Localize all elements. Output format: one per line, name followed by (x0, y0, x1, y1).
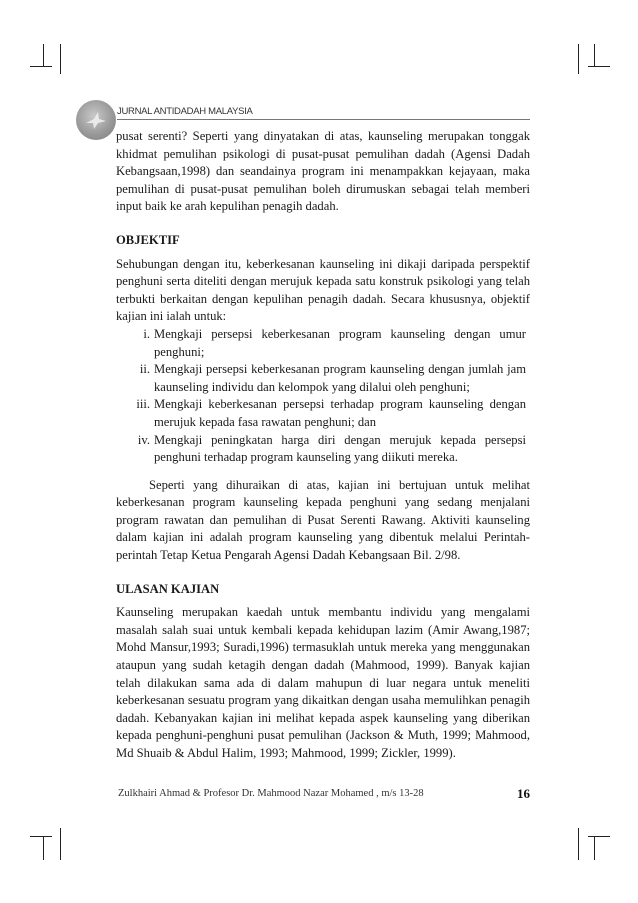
crop-mark-bottom-left-v2 (60, 828, 61, 860)
list-item-number: ii. (139, 362, 150, 377)
crop-mark-top-right-v2 (578, 44, 579, 74)
article-body (116, 128, 530, 763)
crop-mark-top-left-v2 (60, 44, 61, 74)
list-item-number: iii. (136, 397, 150, 412)
heading-objektif: OBJEKTIF (116, 232, 180, 247)
page-footer (118, 788, 530, 799)
crop-mark-bottom-right-v1 (594, 836, 595, 860)
list-item (116, 361, 530, 396)
list-item-number: i. (143, 326, 150, 341)
crop-mark-bottom-left-h (30, 836, 52, 837)
list-item-text: Mengkaji persepsi keberkesanan program kaunseling dengan jumlah jam kaunseling individu dan kelompok yang dilalui oleh penghuni; (154, 362, 526, 394)
intro-paragraph: pusat serenti? Seperti yang dinyatakan di atas, kaunseling merupakan tonggak khidmat pemulihan psikologi di pusat-pusat pemulihan dadah (Agensi Dadah Kebangsaan,1998) dan seandainya program ini menampakkan kejayaan, maka pemulihan di pusat-pusat pemulihan boleh dirumuskan sebagai telah memberi input baik ke arah kepulihan penagih dadah. (116, 129, 530, 214)
journal-title: JURNAL ANTIDADAH MALAYSIA (117, 106, 253, 117)
journal-logo (76, 100, 116, 140)
list-item (116, 396, 530, 431)
crop-mark-top-left-v1 (43, 44, 44, 67)
list-item (116, 326, 530, 361)
heading-ulasan-kajian: ULASAN KAJIAN (116, 581, 220, 596)
crop-mark-bottom-right-v2 (578, 828, 579, 860)
list-item-text: Mengkaji keberkesanan persepsi terhadap program kaunseling dengan merujuk kepada fasa rawatan penghuni; dan (154, 397, 526, 429)
footer-citation: Zulkhairi Ahmad & Profesor Dr. Mahmood Nazar Mohamed , m/s 13-28 (118, 788, 424, 799)
crop-mark-bottom-right-h (588, 836, 610, 837)
list-item (116, 432, 530, 467)
summary-paragraph: Seperti yang dihuraikan di atas, kajian ini bertujuan untuk melihat keberkesanan program kaunseling kepada penghuni yang sedang menjalani program rawatan dan pemulihan di Pusat Serenti Rawang. Aktiviti kaunseling dalam kajian ini adalah program kaunseling yang dibentuk melalui Perintah-perintah Tetap Ketua Pengarah Agensi Dadah Kebangsaan Bil. 2/98. (116, 477, 530, 563)
objektif-paragraph: Sehubungan dengan itu, keberkesanan kaunseling ini dikaji daripada perspektif penghuni serta diteliti dengan merujuk kepada satu konstruk psikologi yang telah terbukti berkaitan dengan kepulihan penagih dadah. Secara khususnya, objektif kajian ini ialah untuk: (116, 256, 530, 324)
page-number: 16 (517, 786, 530, 801)
header-rule (117, 119, 530, 120)
crop-mark-top-left-h (30, 66, 52, 67)
list-item-number: iv. (137, 432, 150, 447)
bird-emblem-icon (84, 109, 108, 131)
list-item-text: Mengkaji persepsi keberkesanan program kaunseling dengan umur penghuni; (154, 326, 526, 359)
crop-mark-top-right-v1 (594, 44, 595, 67)
review-paragraph: Kaunseling merupakan kaedah untuk membantu individu yang mengalami masalah salah suai untuk kembali kepada kehidupan lazim (Amir Awang,1987; Mohd Mansur,1993; Suradi,1996) termasuklah untuk mereka yang menggunakan ataupun yang sudah ketagih dengan dadah (Mahmood, 1999). Banyak kajian telah dilakukan sama ada di dalam mahupun di luar negara untuk meneliti keberkesanan sesuatu program yang dikaitkan dengan usaha memulihkan penagih dadah. Kebanyakan kajian ini melihat kepada aspek kaunseling yang diberikan kepada penghuni-penghuni pusat pemulihan (Jackson & Muth, 1999; Mahmood, Md Shuaib & Abdul Halim, 1993; Mahmood, 1999; Zickler, 1999). (116, 605, 530, 760)
crop-mark-bottom-left-v1 (43, 836, 44, 860)
list-item-text: Mengkaji peningkatan harga diri dengan merujuk kepada persepsi penghuni terhadap program kaunseling yang diikuti mereka. (154, 432, 526, 465)
crop-mark-top-right-h (588, 66, 610, 67)
objectives-list (116, 326, 530, 467)
